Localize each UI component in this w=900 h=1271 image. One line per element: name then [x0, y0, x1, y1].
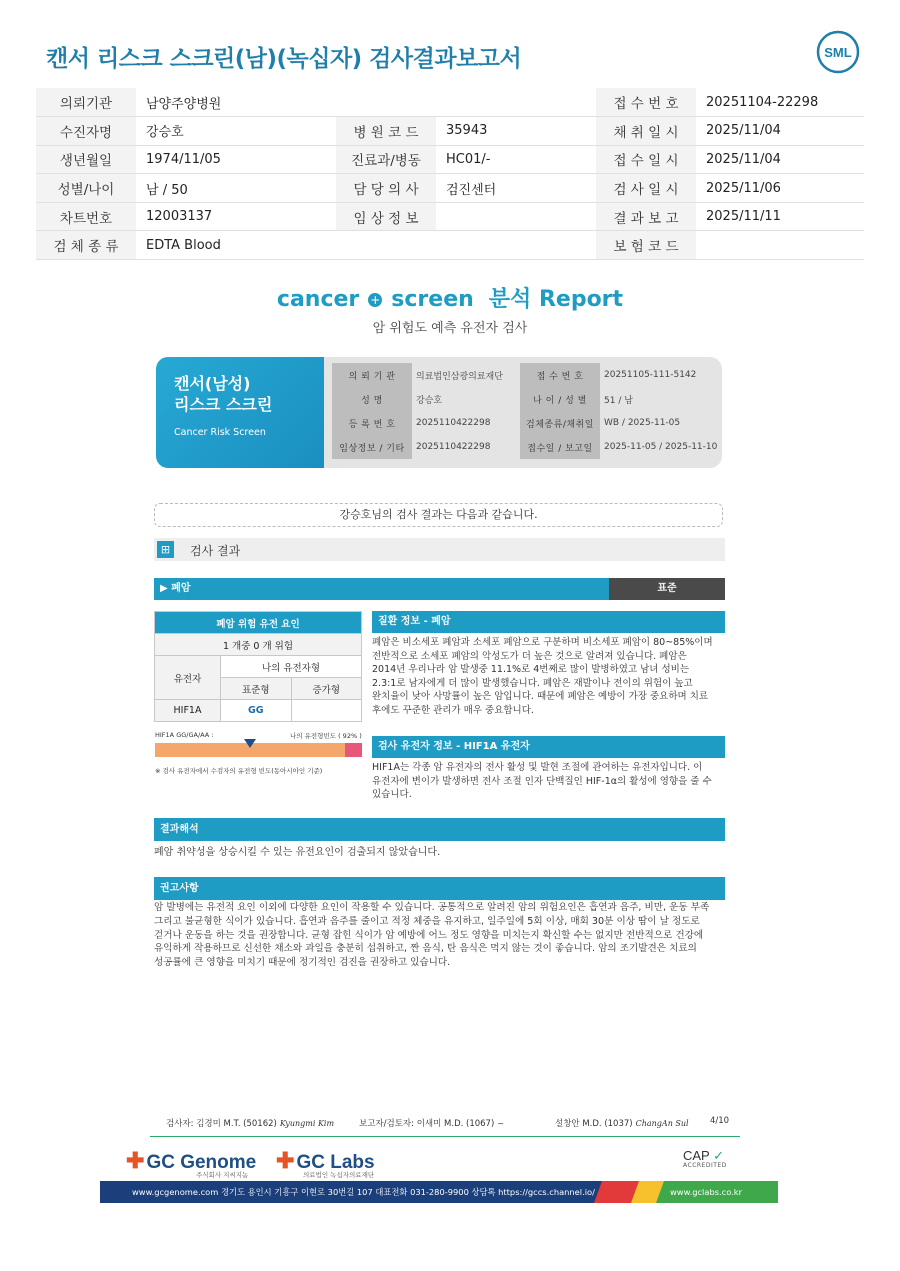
- info-label: 접 수 번 호: [596, 88, 696, 117]
- card-label: 성 명: [332, 387, 412, 411]
- freq-label-right: 나의 유전형빈도 ( 92% ): [290, 732, 362, 740]
- info-value: EDTA Blood: [136, 231, 336, 260]
- card-title-panel: [156, 357, 324, 468]
- info-value: 2025/11/04: [696, 145, 864, 174]
- disease-info-text: 폐암은 비소세포 폐암과 소세포 폐암으로 구분하며 비소세포 폐암이 80~85%이며 전반적으로 소세포 폐암의 악성도가 더 높은 것으로 알려져 있습니다. 폐암은 2014년 우리나라 암 발생중 11.1%로 4번째로 많이 발병하였고 남녀 성비는 2.3:1로 남자에게 더 많이 발생했습니다. 폐암은 재발이나 전이의 위험이 높고 완치율이 낮아 사망률이 높은 암입니다. 때문에 폐암은 예방이 가장 중요하며 치료 후에도 꾸준한 관리가 매우 중요합니다.: [372, 637, 713, 716]
- info-label: 진료과/병동: [336, 145, 436, 174]
- info-value: [696, 231, 864, 260]
- info-value: 1974/11/05: [136, 145, 336, 174]
- disease-info-title: 질환 정보 - 폐암: [372, 611, 725, 633]
- recommendation-text: 암 발병에는 유전적 요인 이외에 다양한 요인이 작용할 수 있습니다. 공통적으로 알려진 암의 위험요인은 흡연과 음주, 비만, 운동 부족 그리고 불균형한 식이가 있습니다. 흡연과 음주를 줄이고 적정 체중을 유지하고, 일주일에 5회 이상, 매회 30분 이상 땀이 날 정도로 걷거나 운동을 하는 것을 권장합니다. 균형 잡힌 식이가 암 예방에 어느 정도 영향을 미치는지 확신할 수는 없지만 전반적으로 건강에 유익하게 작용하므로 신선한 채소와 과일을 충분히 섭취하고, 짠 음식, 탄 음식은 먹지 않는 것이 좋습니다. 암의 조기발견은 치료의 성공률에 큰 영향을 미치기 때문에 정기적인 검진을 권장하고 있습니다.: [154, 902, 710, 969]
- info-value: 검진센터: [436, 174, 596, 203]
- col-my-genotype: 나의 유전자형: [221, 656, 362, 678]
- frequency-bar: [155, 743, 362, 757]
- card-value: 2025110422298: [416, 442, 491, 452]
- recommendation-title: 권고사항: [154, 877, 725, 900]
- card-info-row: [332, 435, 721, 459]
- sml-logo-text: SML: [824, 45, 852, 60]
- card-label: 임상정보 / 기타: [332, 435, 412, 459]
- card-label: 나 이 / 성 별: [520, 387, 600, 411]
- footer-url: www.gclabs.co.kr: [670, 1187, 743, 1197]
- patient-info-row: [36, 145, 864, 174]
- frequency-note: ※ 검사 유전자에서 수검자의 유전형 빈도(동아시아인 기준): [155, 767, 323, 775]
- section-header: [154, 538, 725, 561]
- doctor-signature: [555, 1117, 689, 1129]
- card-label: 의 뢰 기 관: [332, 363, 412, 387]
- info-value: [436, 88, 596, 117]
- page-number: 4/10: [710, 1116, 730, 1126]
- card-title-line2: 리스크 스크린: [174, 395, 273, 414]
- card-title-en: Cancer Risk Screen: [174, 427, 266, 438]
- cap-sub: ACCREDITED: [683, 1162, 727, 1169]
- cancer-type-bar: [154, 578, 725, 600]
- info-label: 의뢰기관: [36, 88, 136, 117]
- info-value: 2025/11/11: [696, 202, 864, 231]
- info-value: 남 / 50: [136, 174, 336, 203]
- cap-text: CAP: [683, 1148, 710, 1163]
- info-label: 결 과 보 고: [596, 202, 696, 231]
- info-label: 보 험 코 드: [596, 231, 696, 260]
- info-value: 20251104-22298: [696, 88, 864, 117]
- info-label: 채 취 일 시: [596, 117, 696, 146]
- gene-risk-table: [154, 611, 362, 722]
- patient-info-row: [36, 231, 864, 260]
- reviewer-signature: [359, 1117, 504, 1129]
- patient-info-row: [36, 174, 864, 203]
- std-genotype: GG: [221, 700, 292, 722]
- gc-cross-icon: ✚: [126, 1148, 145, 1173]
- card-label: 접수일 / 보고일: [520, 435, 600, 459]
- cancer-name: ▶ 폐암: [154, 578, 609, 600]
- footer-bar: [100, 1181, 778, 1203]
- card-label: 등 록 번 호: [332, 411, 412, 435]
- report-title: 캔서 리스크 스크린(남)(녹십자) 검사결과보고서: [46, 46, 522, 72]
- frequency-high-segment: [345, 743, 362, 757]
- info-label: 접 수 일 시: [596, 145, 696, 174]
- info-label: 병 원 코 드: [336, 117, 436, 146]
- info-label: 차트번호: [36, 202, 136, 231]
- info-value: HC01/-: [436, 145, 596, 174]
- card-value: 20251105-111-5142: [604, 370, 697, 380]
- check-icon: ✓: [713, 1148, 725, 1163]
- brand-report: 분석 Report: [488, 287, 624, 312]
- info-value: 강승호: [136, 117, 336, 146]
- card-value: WB / 2025-11-05: [604, 418, 681, 428]
- gene-name: HIF1A: [155, 700, 221, 722]
- info-label: [336, 88, 436, 117]
- info-value: 35943: [436, 117, 596, 146]
- card-value: 2025110422298: [416, 418, 491, 428]
- col-increased: 증가형: [291, 678, 362, 700]
- card-value: 강승호: [416, 395, 443, 406]
- reviewer-name: 보고자/검토자: 이새미 M.D. (1067): [359, 1119, 495, 1129]
- tester-sign: Kyungmi Kim: [279, 1119, 335, 1128]
- footer-address: www.gcgenome.com 경기도 용인시 기흥구 이현로 30번길 107 대표전화 031-280-9900 상담톡 https://gccs.channel.io/: [132, 1187, 595, 1197]
- interpretation-title: 결과해석: [154, 818, 725, 841]
- gene-risk-count: 1 개중 0 개 위험: [155, 634, 362, 656]
- genotype-marker-icon: [244, 739, 256, 748]
- brand-cancer: cancer: [276, 287, 360, 312]
- brand-plus-icon: +: [370, 293, 381, 307]
- info-label: 생년월일: [36, 145, 136, 174]
- report-icon: ⊞: [157, 541, 174, 558]
- gene-table-header: 폐암 위험 유전 요인: [155, 612, 362, 634]
- info-label: 성별/나이: [36, 174, 136, 203]
- card-value: 51 / 남: [604, 395, 633, 406]
- gc-labs-sub: 의료법인 녹십자의료재단: [303, 1171, 375, 1179]
- reviewer-sign: ~: [497, 1119, 504, 1128]
- tester-name: 검사자: 김경미 M.T. (50162): [166, 1119, 277, 1129]
- patient-info-row: [36, 117, 864, 146]
- col-standard: 표준형: [221, 678, 292, 700]
- info-value: 12003137: [136, 202, 336, 231]
- doctor-sign: ChangAn Sul: [635, 1119, 689, 1128]
- sml-logo: [816, 30, 860, 74]
- patient-info-table: [36, 88, 864, 260]
- info-value: [436, 202, 596, 231]
- info-value: 2025/11/04: [696, 117, 864, 146]
- signature-divider: [150, 1136, 740, 1137]
- interpretation-text: 폐암 취약성을 상승시킬 수 있는 유전요인이 검출되지 않았습니다.: [154, 847, 441, 858]
- col-gene: 유전자: [155, 656, 221, 700]
- info-label: 수진자명: [36, 117, 136, 146]
- patient-info-row: [36, 202, 864, 231]
- gc-labs-name: GC Labs: [296, 1152, 375, 1173]
- gc-genome-sub: 주식회사 지씨지놈: [196, 1171, 249, 1179]
- gene-info-title: 검사 유전자 정보 - HIF1A 유전자: [372, 736, 725, 758]
- info-label: 검 체 종 류: [36, 231, 136, 260]
- card-value: 의료법인삼광의료재단: [416, 371, 503, 382]
- status-badge: 표준: [609, 578, 725, 600]
- brand-subtitle: 암 위험도 예측 유전자 검사: [372, 321, 528, 336]
- card-label: 검체종류/채취일: [520, 411, 600, 435]
- result-notice: 강승호님의 검사 결과는 다음과 같습니다.: [154, 503, 723, 527]
- info-label: 검 사 일 시: [596, 174, 696, 203]
- info-value: 남양주양병원: [136, 88, 336, 117]
- card-info-row: [332, 363, 721, 387]
- gc-cross-icon-2: ✚: [276, 1148, 295, 1173]
- inc-genotype: [291, 700, 362, 722]
- card-info-table: [332, 363, 721, 459]
- section-title: 검사 결과: [190, 544, 241, 558]
- card-label: 접 수 번 호: [520, 363, 600, 387]
- freq-label-left: HIF1A GG/GA/AA :: [155, 731, 214, 739]
- cancer-risk-screen-logo: [0, 282, 900, 313]
- patient-card: [156, 357, 722, 468]
- info-value: [436, 231, 596, 260]
- info-label: 담 당 의 사: [336, 174, 436, 203]
- card-info-row: [332, 411, 721, 435]
- brand-screen: screen: [391, 287, 474, 312]
- patient-info-row: [36, 88, 864, 117]
- doctor-name: 설창안 M.D. (1037): [555, 1119, 633, 1129]
- gene-info-text: HIF1A는 각종 암 유전자의 전사 활성 및 발현 조절에 관여하는 유전자입니다. 이 유전자에 변이가 발생하면 전사 조절 인자 단백질인 HIF-1α의 활성에 영향을 줄 수 있습니다.: [372, 762, 712, 800]
- info-label: 임 상 정 보: [336, 202, 436, 231]
- card-info-row: [332, 387, 721, 411]
- card-value: 2025-11-05 / 2025-11-10: [604, 442, 718, 452]
- info-value: 2025/11/06: [696, 174, 864, 203]
- tester-signature: [166, 1117, 334, 1129]
- gc-genome-name: GC Genome: [146, 1152, 257, 1173]
- card-title-line1: 캔서(남성): [174, 374, 251, 393]
- info-label: [336, 231, 436, 260]
